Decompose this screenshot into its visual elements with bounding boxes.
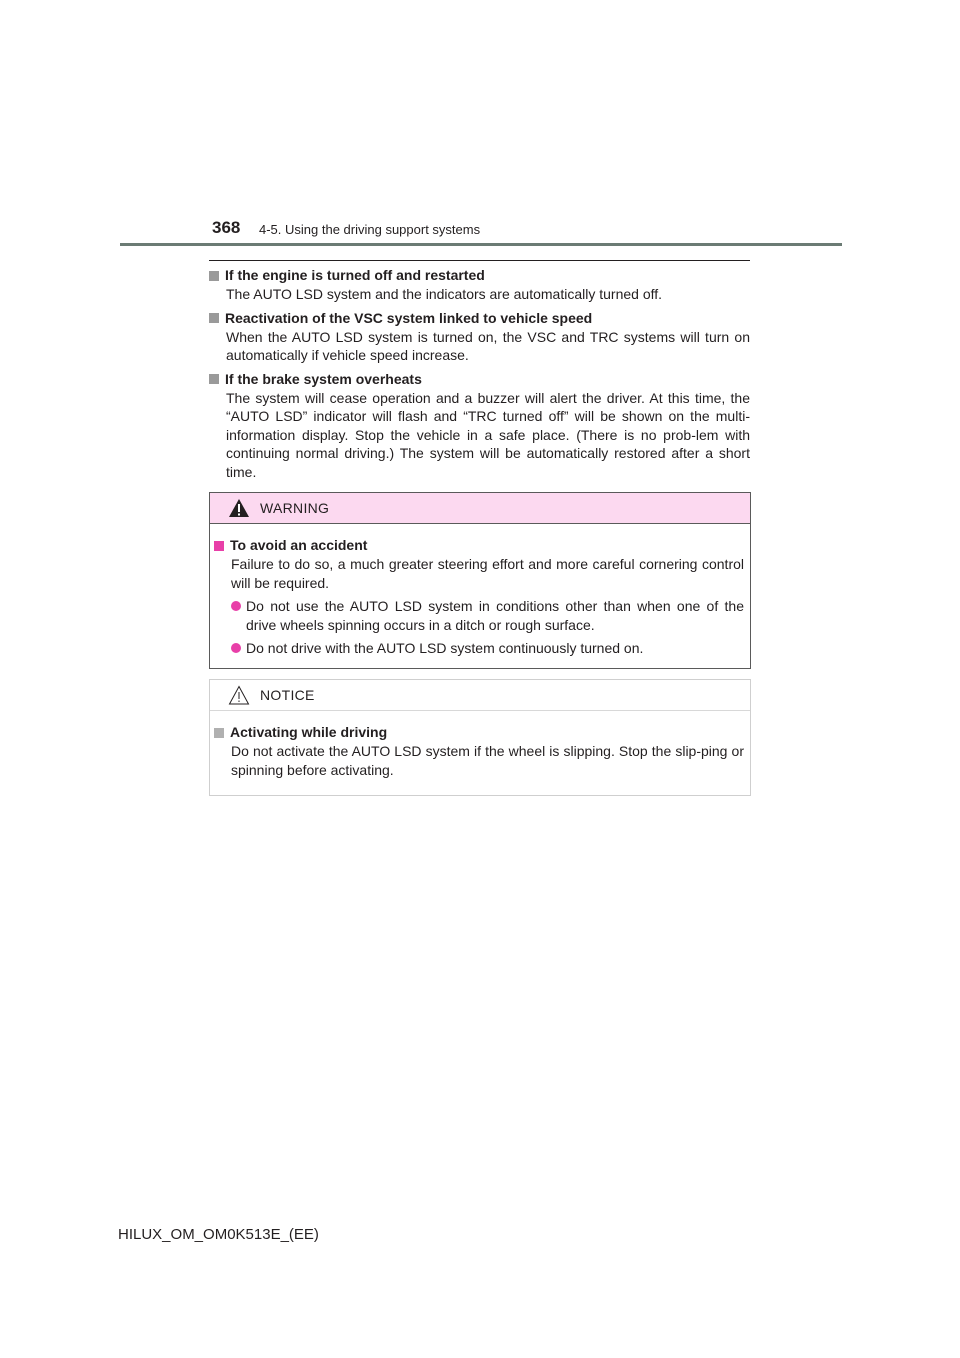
warning-triangle-icon: [228, 498, 250, 518]
content-divider: [209, 260, 750, 261]
item-body: The AUTO LSD system and the indicators are automatically turned off.: [226, 286, 663, 302]
list-item: [209, 266, 750, 304]
list-item: [209, 309, 750, 365]
header-divider: [120, 243, 842, 246]
notice-body: Do not activate the AUTO LSD system if the wheel is slipping. Stop the slip-ping or spinning before activating.: [231, 743, 744, 778]
square-bullet-icon: [209, 374, 219, 384]
notice-heading: Activating while driving: [230, 724, 388, 740]
square-bullet-icon: [214, 541, 224, 551]
warning-body: Failure to do so, a much greater steering effort and more careful cornering control will be required.: [231, 556, 744, 591]
list-item: [231, 639, 744, 658]
circle-bullet-icon: [231, 643, 241, 653]
list-item: [209, 370, 750, 482]
item-heading: If the engine is turned off and restarted: [225, 267, 485, 283]
warning-heading: To avoid an accident: [230, 537, 368, 553]
warning-header: [210, 493, 750, 524]
warning-bullet: Do not use the AUTO LSD system in conditions other than when one of the drive wheels spinning occurs in a ditch or rough surface.: [246, 598, 744, 633]
section-title: 4-5. Using the driving support systems: [259, 222, 481, 237]
notice-box: [209, 679, 751, 796]
main-content: [209, 266, 750, 486]
item-heading: Reactivation of the VSC system linked to vehicle speed: [225, 309, 593, 326]
warning-box: [209, 492, 751, 669]
warning-label: WARNING: [260, 500, 330, 516]
square-bullet-icon: [209, 271, 219, 281]
caution-triangle-icon: [228, 685, 250, 705]
notice-label: NOTICE: [260, 687, 315, 703]
square-bullet-icon: [214, 728, 224, 738]
notice-header: [210, 680, 750, 711]
item-heading: If the brake system overheats: [225, 370, 422, 387]
list-item: [231, 597, 744, 634]
item-body: The system will cease operation and a buzzer will alert the driver. At this time, the “AUTO LSD” indicator will flash and “TRC turned off” will be shown on the multi-information display. Stop the vehicle in a safe place. (There is no prob-lem with continuing normal driving.) The system will be automatically restored after a short time.: [226, 389, 750, 480]
footer-code: HILUX_OM_OM0K513E_(EE): [118, 1226, 319, 1243]
circle-bullet-icon: [231, 601, 241, 611]
square-bullet-icon: [209, 313, 219, 323]
warning-bullet: Do not drive with the AUTO LSD system continuously turned on.: [246, 640, 644, 656]
page-number: 368: [212, 218, 241, 237]
item-body: When the AUTO LSD system is turned on, the VSC and TRC systems will turn on automatically if vehicle speed increase.: [226, 328, 750, 363]
page-header: [0, 0, 960, 250]
